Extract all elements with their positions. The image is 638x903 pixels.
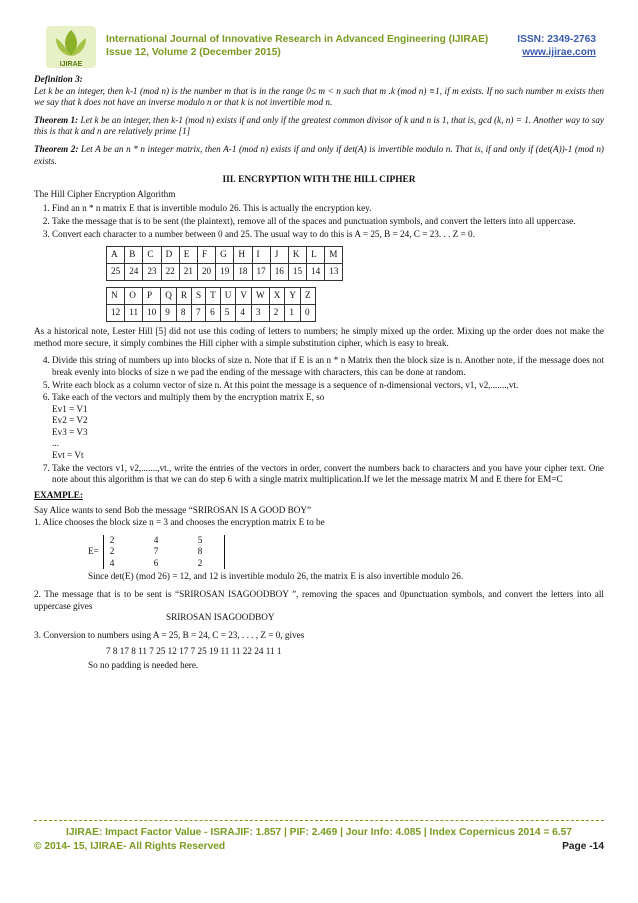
letter-cell: J: [270, 247, 288, 264]
step-3: 3. Convert each character to a number between 0 and 25. The usual way to do this is A = 25, B = 24, C = 23. . . Z = 0.: [52, 229, 604, 241]
letter-cell: H: [234, 247, 252, 264]
theorem-1-title: Theorem 1:: [34, 114, 79, 125]
step-6: [52, 392, 604, 462]
letter-cell: V: [236, 288, 252, 305]
number-cell: 7: [192, 305, 206, 322]
theorem-1: [34, 115, 604, 138]
letter-cell: M: [325, 247, 343, 264]
example-step-2: 2. The message that is to be sent is “SRIROSAN ISAGOODBOY ”, removing the spaces and 0punctuation symbols, and convert the letters into all uppercase gives: [34, 589, 604, 611]
number-cell: 14: [307, 264, 325, 281]
example-intro: Say Alice wants to send Bob the message “SRIROSAN IS A GOOD BOY”: [34, 505, 312, 516]
encryption-matrix: [88, 535, 604, 570]
number-cell: 24: [125, 264, 143, 281]
algorithm-title: The Hill Cipher Encryption Algorithm: [34, 188, 176, 199]
page-body: [34, 74, 604, 672]
letter-table-n-z: [106, 287, 316, 322]
matrix-label: E=: [88, 546, 99, 557]
journal-logo: [44, 24, 100, 70]
example-title: EXAMPLE:: [34, 489, 83, 500]
number-cell: 18: [234, 264, 252, 281]
step-6-text: Take each of the vectors and multiply them by the encryption matrix E, so: [52, 392, 325, 403]
issue-info: Issue 12, Volume 2 (December 2015): [106, 47, 281, 58]
number-cell: 16: [270, 264, 288, 281]
letter-cell: G: [216, 247, 234, 264]
theorem-2-title: Theorem 2:: [34, 143, 79, 154]
number-cell: 12: [107, 305, 125, 322]
footer-copyright: © 2014- 15, IJIRAE- All Rights Reserved: [34, 841, 226, 852]
matrix-cell: 2: [197, 557, 203, 568]
issn: ISSN: 2349-2763: [517, 34, 596, 45]
step-6-line: Ev2 = V2: [52, 415, 88, 426]
matrix-row: [110, 535, 218, 547]
example-step-1: 1. Alice chooses the block size n = 3 and chooses the encryption matrix E to be: [34, 517, 325, 528]
number-cell: 8: [176, 305, 191, 322]
page-number: Page -14: [562, 841, 604, 852]
letter-cell: C: [143, 247, 161, 264]
historical-note: As a historical note, Lester Hill [5] did not use this coding of letters to numbers; he simply mixed up the order. Mixing up the order does not make the method more secure, it simply combines the Hill cipher with a simple substitution cipher, which is easy to break.: [34, 326, 604, 348]
number-cell: 9: [161, 305, 177, 322]
letter-cell: D: [161, 247, 179, 264]
letter-cell: T: [206, 288, 221, 305]
letter-cell: Q: [161, 288, 177, 305]
number-cell: 15: [288, 264, 306, 281]
step-4: 4. Divide this string of numbers up into blocks of size n. Note that if E is an n * n Matrix then the block size is n. Another note, if the message does not break evenly into blocks of size n we pad the ending of the message with characters, this can be done at random.: [52, 355, 604, 378]
matrix-cell: 2: [109, 546, 115, 557]
matrix-cell: 4: [109, 557, 115, 568]
example-step-3-note: So no padding is needed here.: [88, 659, 199, 670]
number-cell: 17: [252, 264, 270, 281]
step-6-line: Ev1 = V1: [52, 403, 88, 414]
number-cell: 11: [125, 305, 143, 322]
number-cell: 23: [143, 264, 161, 281]
number-cell: 1: [285, 305, 301, 322]
section-title: III. ENCRYPTION WITH THE HILL CIPHER: [222, 175, 416, 186]
example-step-1-note: Since det(E) (mod 26) = 12, and 12 is invertible modulo 26, the matrix E is also invertible modulo 26.: [88, 571, 464, 582]
number-cell: 21: [179, 264, 197, 281]
algorithm-steps-1-3: [34, 203, 604, 240]
definition-3-text: Let k be an integer, then k-1 (mod n) is the number m that is in the range 0≤ m < n such that m .k (mod n) ≡1, if m exists. If no such number m exists then we say that k does not have an inverse modulo n or that k is not invertible mod n.: [34, 85, 604, 108]
page-header: [44, 24, 596, 74]
matrix-cell: 8: [197, 546, 203, 557]
number-cell: 13: [325, 264, 343, 281]
number-cell: 6: [206, 305, 221, 322]
step-1: 1. Find an n * n matrix E that is invertible modulo 26. This is actually the encryption key.: [52, 203, 604, 215]
example-step-3-numbers: 7 8 17 8 11 7 25 12 17 7 25 19 11 11 22 24 11 1: [106, 646, 282, 657]
number-cell: 0: [301, 305, 316, 322]
step-6-line: ...: [52, 438, 59, 449]
number-cell: 19: [216, 264, 234, 281]
letter-cell: L: [307, 247, 325, 264]
letter-cell: K: [288, 247, 306, 264]
example-step-3: 3. Conversion to numbers using A = 25, B = 24, C = 23, . . . , Z = 0, gives: [34, 629, 305, 640]
letter-cell: P: [143, 288, 161, 305]
matrix-cell: 2: [109, 534, 115, 545]
letter-cell: U: [220, 288, 236, 305]
letter-cell: I: [252, 247, 270, 264]
page-footer: [34, 820, 604, 852]
letter-cell: Y: [285, 288, 301, 305]
website-link[interactable]: www.ijirae.com: [522, 47, 596, 58]
step-6-line: Evt = Vt: [52, 450, 84, 461]
definition-3: [34, 74, 604, 109]
matrix-cell: 6: [153, 557, 159, 568]
matrix-row: [110, 558, 218, 570]
number-cell: 10: [143, 305, 161, 322]
letter-cell: A: [107, 247, 125, 264]
letter-cell: R: [176, 288, 191, 305]
letter-cell: S: [192, 288, 206, 305]
letter-cell: F: [197, 247, 215, 264]
letter-cell: E: [179, 247, 197, 264]
matrix-cell: 5: [197, 534, 203, 545]
step-2: 2. Take the message that is to be sent (the plaintext), remove all of the spaces and punctuation symbols, and convert the letters into all uppercase.: [52, 216, 604, 228]
letter-cell: O: [125, 288, 143, 305]
number-cell: 4: [236, 305, 252, 322]
step-7: 7. Take the vectors v1, v2,.......,vt., write the entries of the vectors in order, convert the numbers back to characters and you have your cipher text. One note about this algorithm is that we can do step 6 with a single matrix multiplication.If we let the message matrix M and E there for EM=C: [52, 463, 604, 486]
matrix-row: [110, 546, 218, 558]
definition-3-title: Definition 3:: [34, 74, 83, 84]
step-6-line: Ev3 = V3: [52, 426, 88, 437]
letter-cell: N: [107, 288, 125, 305]
footer-metrics: IJIRAE: Impact Factor Value - ISRAJIF: 1.857 | PIF: 2.469 | Jour Info: 4.085 | Index Copernicus 2014 = 6.57: [66, 827, 572, 838]
journal-title: International Journal of Innovative Research in Advanced Engineering (IJIRAE): [106, 34, 489, 45]
matrix-cell: 7: [153, 546, 159, 557]
matrix-body: [103, 535, 225, 570]
letter-cell: Z: [301, 288, 316, 305]
example-step-2-result: SRIROSAN ISAGOODBOY: [166, 612, 275, 623]
letter-cell: X: [269, 288, 285, 305]
step-5: 5. Write each block as a column vector of size n. At this point the message is a sequence of n-dimensional vectors, v1, v2,.......,vt.: [52, 380, 604, 392]
letter-cell: W: [252, 288, 270, 305]
theorem-1-text: Let k be an integer, then k-1 (mod n) exists if and only if the greatest common divisor of k and n is 1, that is, gcd (k, n) = 1. Another way to say this is that k and n are relatively prime [1]: [34, 114, 605, 137]
number-cell: 20: [197, 264, 215, 281]
algorithm-steps-4-7: [34, 355, 604, 486]
number-cell: 3: [252, 305, 270, 322]
number-cell: 25: [107, 264, 125, 281]
theorem-2-text: Let A be an n * n integer matrix, then A-1 (mod n) exists if and only if det(A) is invertible modulo n. That is, if and only if (det(A))-1 (mod n) exists.: [34, 143, 604, 166]
letter-table-a-m: [106, 246, 343, 281]
matrix-cell: 4: [153, 534, 159, 545]
logo-text: IJIRAE: [59, 61, 83, 68]
letter-cell: B: [125, 247, 143, 264]
theorem-2: [34, 144, 604, 167]
number-cell: 5: [220, 305, 236, 322]
number-cell: 22: [161, 264, 179, 281]
number-cell: 2: [269, 305, 285, 322]
